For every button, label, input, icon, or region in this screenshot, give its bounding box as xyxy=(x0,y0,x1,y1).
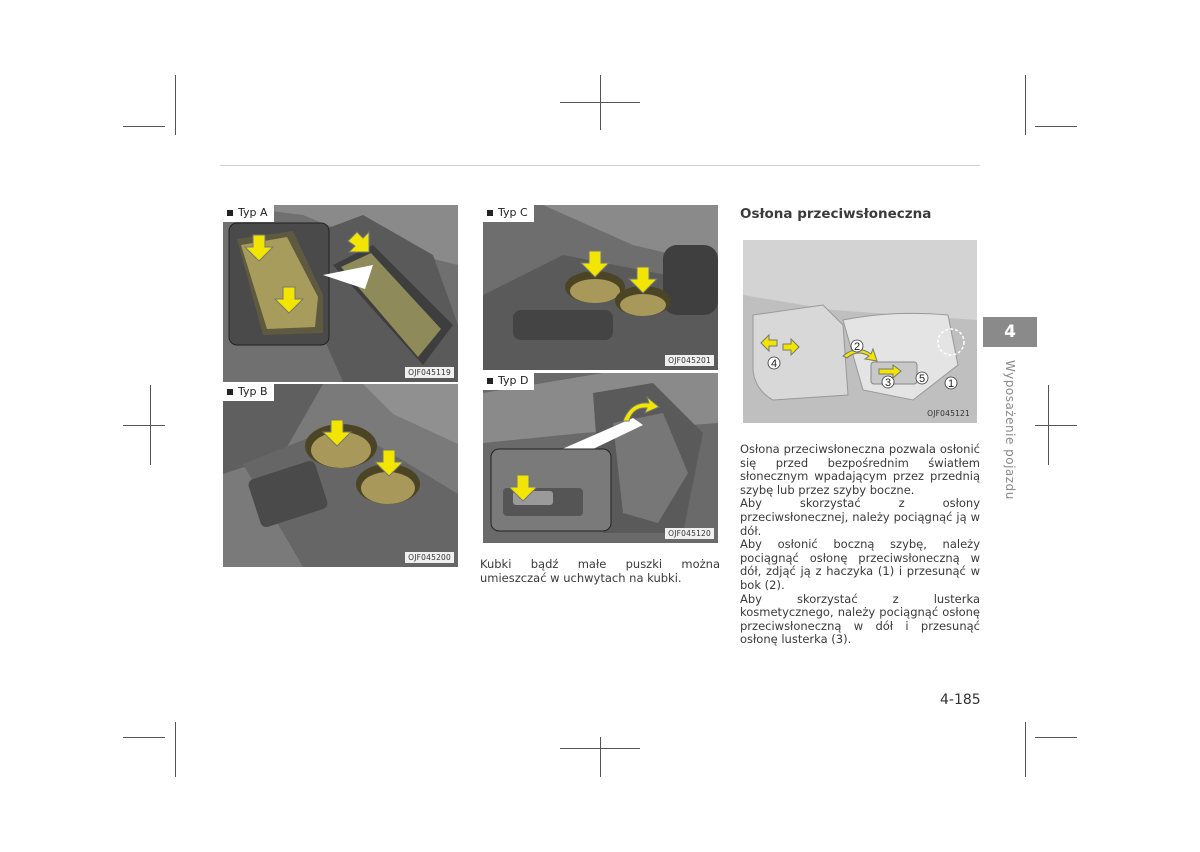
cupholder-console-photo xyxy=(223,205,458,382)
crop-mark xyxy=(175,75,176,135)
figure-code: OJF045201 xyxy=(665,355,714,366)
header-rule xyxy=(220,165,980,166)
callout-2: 2 xyxy=(854,341,861,353)
cupholder-console-photo xyxy=(483,205,718,370)
paragraph: Aby skorzystać z lusterka kosmetycznego, należy pociągnąć osłonę przeciwsłoneczną w dół i przesunąć osłonę lusterka (3). xyxy=(740,591,980,647)
figure-sunvisor xyxy=(743,240,977,423)
figure-label: Typ A xyxy=(223,205,274,222)
callout-3: 3 xyxy=(885,377,892,389)
figure-label: Typ B xyxy=(223,384,274,401)
paragraph: Osłona przeciwsłoneczna pozwala osłonić się przed bezpośrednim światłem słonecznym wpadającym przez przednią szybę lub przez szyby boczne. xyxy=(740,442,980,497)
chapter-title: Wyposażenie pojazdu xyxy=(1003,360,1017,500)
figure-code: OJF045200 xyxy=(405,552,454,563)
crop-mark xyxy=(175,722,176,777)
crop-mark xyxy=(123,126,165,127)
paragraph: Aby osłonić boczną szybę, należy pociągnąć osłonę przeciwsłoneczną w dół, zdjąć ją z haczyka (1) i przesunąć w bok (2). xyxy=(740,537,980,592)
figure-typ-b xyxy=(223,384,458,567)
crop-mark xyxy=(600,75,601,130)
rear-seat-cupholder-photo xyxy=(483,373,718,543)
crop-mark xyxy=(1035,126,1077,127)
crop-mark xyxy=(150,385,151,465)
section-title: Osłona przeciwsłoneczna xyxy=(740,206,932,222)
figure-code: OJF045121 xyxy=(927,409,970,418)
cupholder-caption: Kubki bądź małe puszki można umieszczać w uchwytach na kubki. xyxy=(480,557,720,585)
sunvisor-illustration xyxy=(743,240,977,423)
crop-mark xyxy=(600,737,601,777)
figure-typ-c xyxy=(483,205,718,370)
figure-label: Typ C xyxy=(483,205,534,222)
crop-mark xyxy=(123,425,165,426)
figure-typ-d xyxy=(483,373,718,543)
crop-mark xyxy=(1025,722,1026,777)
cupholder-console-photo xyxy=(223,384,458,567)
sunvisor-description xyxy=(740,443,980,647)
page-number: 4-185 xyxy=(940,692,981,708)
callout-5: 5 xyxy=(919,373,926,385)
crop-mark xyxy=(1035,737,1077,738)
chapter-tab: 4 xyxy=(983,317,1037,347)
callout-4: 4 xyxy=(771,358,778,370)
paragraph: Aby skorzystać z osłony przeciwsłonecznej, należy pociągnąć ją w dół. xyxy=(740,496,980,538)
figure-code: OJF045119 xyxy=(405,367,454,378)
crop-mark xyxy=(123,737,165,738)
figure-label: Typ D xyxy=(483,373,534,390)
figure-typ-a xyxy=(223,205,458,382)
callout-1: 1 xyxy=(948,378,955,390)
crop-mark xyxy=(1025,75,1026,135)
crop-mark xyxy=(1035,425,1077,426)
crop-mark xyxy=(1048,385,1049,465)
figure-code: OJF045120 xyxy=(665,528,714,539)
